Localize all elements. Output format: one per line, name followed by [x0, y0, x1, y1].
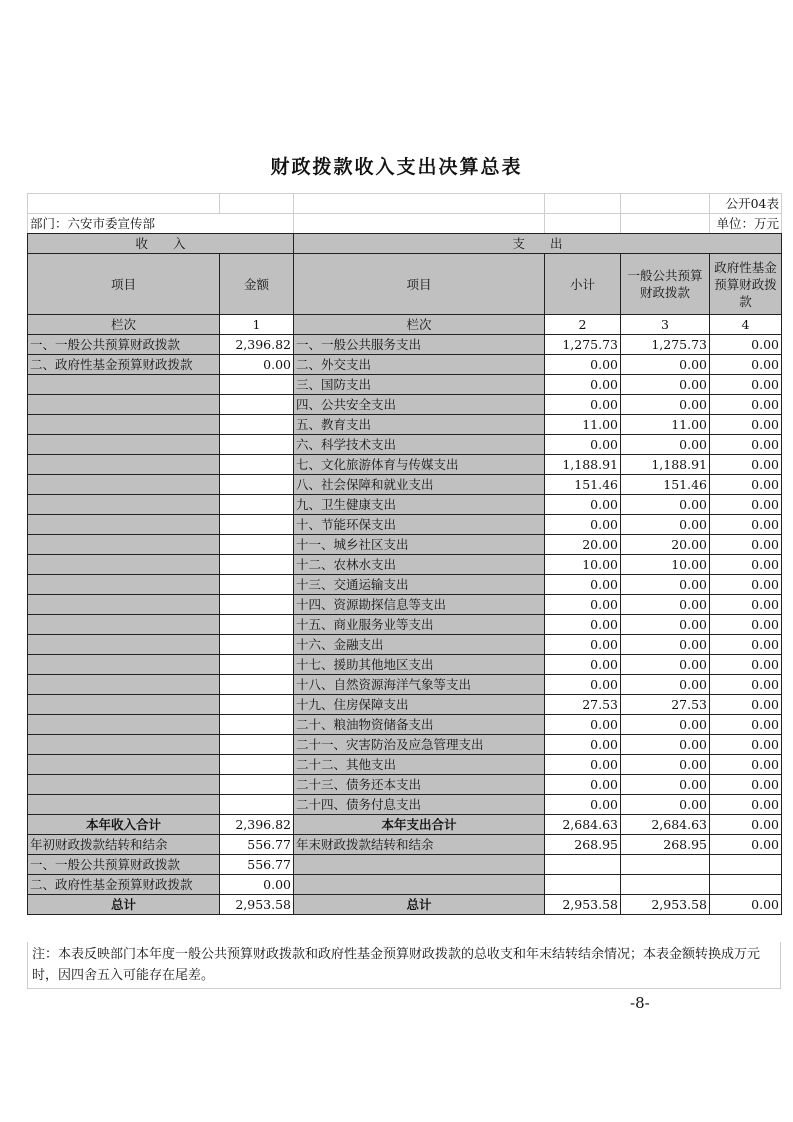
table-row: [28, 635, 782, 655]
expense-fund: 0.00: [710, 515, 782, 535]
income-amount: [220, 575, 294, 595]
expense-general: 0.00: [621, 655, 710, 675]
expense-general: 0.00: [621, 735, 710, 755]
expense-general: 0.00: [621, 715, 710, 735]
expense-general: 20.00: [621, 535, 710, 555]
table-row: [28, 355, 782, 375]
income-item: 一、一般公共预算财政拨款: [28, 335, 220, 355]
expense-item: 十、节能环保支出: [294, 515, 545, 535]
table-code: 公开04表: [710, 194, 782, 214]
end-balance-label: 年末财政拨款结转和结余: [294, 835, 545, 855]
table-row: [28, 395, 782, 415]
expense-subtotal: 11.00: [545, 415, 621, 435]
expense-item: 九、卫生健康支出: [294, 495, 545, 515]
expense-fund: 0.00: [710, 735, 782, 755]
blank-cell: [294, 875, 545, 895]
expense-subtotal: 0.00: [545, 755, 621, 775]
expense-section-header: 支 出: [294, 234, 782, 254]
income-item: [28, 495, 220, 515]
income-amount: [220, 375, 294, 395]
table-row: [28, 555, 782, 575]
expense-item: 二十一、灾害防治及应急管理支出: [294, 735, 545, 755]
expense-fund: 0.00: [710, 715, 782, 735]
expense-subtotal: 0.00: [545, 395, 621, 415]
expense-item: 二十、粮油物资储备支出: [294, 715, 545, 735]
expense-fund: 0.00: [710, 535, 782, 555]
expense-item: 二十四、债务付息支出: [294, 795, 545, 815]
expense-fund: 0.00: [710, 695, 782, 715]
expense-item: 六、科学技术支出: [294, 435, 545, 455]
blank-cell: [710, 875, 782, 895]
table-row: [28, 435, 782, 455]
subtotal-header: 小计: [545, 254, 621, 315]
expense-general: 0.00: [621, 395, 710, 415]
income-amount: [220, 775, 294, 795]
income-item: [28, 615, 220, 635]
blank-cell: [621, 194, 710, 214]
blank-cell: [294, 855, 545, 875]
blank-cell: [294, 194, 545, 214]
table-row: [28, 675, 782, 695]
income-amount: [220, 455, 294, 475]
expense-fund: 0.00: [710, 395, 782, 415]
blank-cell: [294, 214, 545, 234]
expense-subtotal: 0.00: [545, 575, 621, 595]
column-index-label: 栏次: [294, 315, 545, 335]
blank-cell: [621, 855, 710, 875]
expense-fund: 0.00: [710, 675, 782, 695]
income-amount: [220, 415, 294, 435]
expense-item: 十二、农林水支出: [294, 555, 545, 575]
expense-item: 八、社会保障和就业支出: [294, 475, 545, 495]
income-item: [28, 555, 220, 575]
income-amount: [220, 515, 294, 535]
income-item: [28, 395, 220, 415]
expense-subtotal: 1,188.91: [545, 455, 621, 475]
expense-subtotal: 0.00: [545, 715, 621, 735]
gov-fund-header: 政府性基金预算财政拨款: [710, 254, 782, 315]
expense-item: 十八、自然资源海洋气象等支出: [294, 675, 545, 695]
page-title: 财政拨款收入支出决算总表: [270, 156, 523, 178]
expense-subtotal: 0.00: [545, 595, 621, 615]
income-amount: [220, 595, 294, 615]
income-item: 二、政府性基金预算财政拨款: [28, 355, 220, 375]
expense-item: 十六、金融支出: [294, 635, 545, 655]
income-amount: [220, 495, 294, 515]
income-item: [28, 655, 220, 675]
expense-item: 四、公共安全支出: [294, 395, 545, 415]
expense-general: 151.46: [621, 475, 710, 495]
income-amount: [220, 635, 294, 655]
table-row: [28, 475, 782, 495]
expense-item: 一、一般公共服务支出: [294, 335, 545, 355]
expense-item: 二十三、债务还本支出: [294, 775, 545, 795]
column-index-3: 3: [621, 315, 710, 335]
expense-fund: 0.00: [710, 355, 782, 375]
page-number: -8-: [630, 994, 650, 1012]
expense-subtotal: 0.00: [545, 655, 621, 675]
expense-total-general: 2,684.63: [621, 815, 710, 835]
expense-general: 0.00: [621, 615, 710, 635]
expense-item: 三、国防支出: [294, 375, 545, 395]
expense-fund: 0.00: [710, 495, 782, 515]
expense-subtotal: 0.00: [545, 615, 621, 635]
expense-fund: 0.00: [710, 455, 782, 475]
blank-cell: [545, 855, 621, 875]
expense-general: 27.53: [621, 695, 710, 715]
expense-fund: 0.00: [710, 795, 782, 815]
income-item: [28, 775, 220, 795]
blank-cell: [621, 214, 710, 234]
expense-fund: 0.00: [710, 615, 782, 635]
grand-total-income-value: 2,953.58: [220, 895, 294, 915]
table-row: [28, 535, 782, 555]
begin-balance-label: 年初财政拨款结转和结余: [28, 835, 220, 855]
table-row: [28, 335, 782, 355]
table-row: [28, 575, 782, 595]
expense-general: 0.00: [621, 775, 710, 795]
income-amount: [220, 395, 294, 415]
income-amount: [220, 715, 294, 735]
expense-fund: 0.00: [710, 775, 782, 795]
expense-fund: 0.00: [710, 595, 782, 615]
expense-subtotal: 0.00: [545, 355, 621, 375]
expense-subtotal: 1,275.73: [545, 335, 621, 355]
income-item: [28, 695, 220, 715]
grand-total-fund: 0.00: [710, 895, 782, 915]
expense-general: 0.00: [621, 795, 710, 815]
expense-total-label: 本年支出合计: [294, 815, 545, 835]
income-amount: [220, 735, 294, 755]
income-amount: [220, 795, 294, 815]
income-item: [28, 455, 220, 475]
begin-balance-value: 556.77: [220, 835, 294, 855]
grand-total-expense-label: 总计: [294, 895, 545, 915]
income-item: [28, 675, 220, 695]
expense-fund: 0.00: [710, 755, 782, 775]
expense-general: 11.00: [621, 415, 710, 435]
expense-item: 十九、住房保障支出: [294, 695, 545, 715]
department-label: 部门：六安市委宣传部: [28, 214, 294, 234]
expense-fund: 0.00: [710, 575, 782, 595]
table-row: [28, 755, 782, 775]
expense-item: 五、教育支出: [294, 415, 545, 435]
expense-subtotal: 0.00: [545, 635, 621, 655]
income-amount: [220, 675, 294, 695]
expense-subtotal: 0.00: [545, 375, 621, 395]
expense-total-subtotal: 2,684.63: [545, 815, 621, 835]
end-balance-subtotal: 268.95: [545, 835, 621, 855]
expense-item-header: 项目: [294, 254, 545, 315]
expense-general: 10.00: [621, 555, 710, 575]
expense-general: 1,188.91: [621, 455, 710, 475]
expense-fund: 0.00: [710, 555, 782, 575]
end-balance-general: 268.95: [621, 835, 710, 855]
column-index-label: 栏次: [28, 315, 220, 335]
income-amount: [220, 615, 294, 635]
expense-subtotal: 27.53: [545, 695, 621, 715]
expense-fund: 0.00: [710, 415, 782, 435]
income-item: [28, 635, 220, 655]
income-amount: [220, 755, 294, 775]
end-balance-fund: 0.00: [710, 835, 782, 855]
expense-item: 十七、援助其他地区支出: [294, 655, 545, 675]
expense-general: 1,275.73: [621, 335, 710, 355]
table-row: [28, 375, 782, 395]
expense-item: 二十二、其他支出: [294, 755, 545, 775]
blank-cell: [220, 194, 294, 214]
table-row: [28, 615, 782, 635]
expense-general: 0.00: [621, 515, 710, 535]
expense-item: 十三、交通运输支出: [294, 575, 545, 595]
income-item: [28, 755, 220, 775]
income-amount: [220, 475, 294, 495]
blank-cell: [621, 875, 710, 895]
table-row: [28, 795, 782, 815]
income-item-header: 项目: [28, 254, 220, 315]
income-item: [28, 515, 220, 535]
income-item: [28, 375, 220, 395]
expense-subtotal: 0.00: [545, 515, 621, 535]
begin-general-label: 一、一般公共预算财政拨款: [28, 855, 220, 875]
expense-item: 二、外交支出: [294, 355, 545, 375]
begin-general-value: 556.77: [220, 855, 294, 875]
expense-general: 0.00: [621, 595, 710, 615]
expense-subtotal: 0.00: [545, 495, 621, 515]
income-amount: [220, 655, 294, 675]
table-row: [28, 595, 782, 615]
income-item: [28, 475, 220, 495]
expense-general: 0.00: [621, 575, 710, 595]
expense-general: 0.00: [621, 355, 710, 375]
blank-cell: [545, 214, 621, 234]
begin-fund-label: 二、政府性基金预算财政拨款: [28, 875, 220, 895]
expense-item: 七、文化旅游体育与传媒支出: [294, 455, 545, 475]
grand-total-general: 2,953.58: [621, 895, 710, 915]
expense-fund: 0.00: [710, 635, 782, 655]
expense-subtotal: 151.46: [545, 475, 621, 495]
begin-fund-value: 0.00: [220, 875, 294, 895]
expense-subtotal: 10.00: [545, 555, 621, 575]
expense-fund: 0.00: [710, 335, 782, 355]
expense-general: 0.00: [621, 755, 710, 775]
expense-subtotal: 0.00: [545, 735, 621, 755]
income-amount: 2,396.82: [220, 335, 294, 355]
expense-subtotal: 0.00: [545, 675, 621, 695]
blank-cell: [545, 194, 621, 214]
income-amount: 0.00: [220, 355, 294, 375]
expense-fund: 0.00: [710, 435, 782, 455]
column-index-2: 2: [545, 315, 621, 335]
unit-label: 单位：万元: [710, 214, 782, 234]
expense-general: 0.00: [621, 675, 710, 695]
table-row: [28, 715, 782, 735]
expense-subtotal: 20.00: [545, 535, 621, 555]
table-row: [28, 455, 782, 475]
income-item: [28, 575, 220, 595]
income-item: [28, 735, 220, 755]
income-amount: [220, 555, 294, 575]
income-amount: [220, 535, 294, 555]
column-index-1: 1: [220, 315, 294, 335]
income-section-header: 收 入: [28, 234, 294, 254]
income-item: [28, 795, 220, 815]
fiscal-summary-table: [27, 193, 782, 915]
expense-item: 十四、资源勘探信息等支出: [294, 595, 545, 615]
expense-subtotal: 0.00: [545, 775, 621, 795]
expense-subtotal: 0.00: [545, 435, 621, 455]
expense-total-fund: 0.00: [710, 815, 782, 835]
expense-general: 0.00: [621, 635, 710, 655]
income-total-value: 2,396.82: [220, 815, 294, 835]
grand-total-subtotal: 2,953.58: [545, 895, 621, 915]
expense-item: 十五、商业服务业等支出: [294, 615, 545, 635]
table-row: [28, 415, 782, 435]
expense-subtotal: 0.00: [545, 795, 621, 815]
income-total-label: 本年收入合计: [28, 815, 220, 835]
income-item: [28, 435, 220, 455]
expense-general: 0.00: [621, 495, 710, 515]
expense-fund: 0.00: [710, 475, 782, 495]
footnote: 注：本表反映部门本年度一般公共预算财政拨款和政府性基金预算财政拨款的总收支和年末结转结余情况；本表金额转换成万元时，因四舍五入可能存在尾差。: [27, 942, 781, 989]
grand-total-income-label: 总计: [28, 895, 220, 915]
table-row: [28, 655, 782, 675]
blank-cell: [710, 855, 782, 875]
income-item: [28, 535, 220, 555]
expense-item: 十一、城乡社区支出: [294, 535, 545, 555]
table-row: [28, 735, 782, 755]
table-row: [28, 695, 782, 715]
expense-general: 0.00: [621, 435, 710, 455]
table-row: [28, 495, 782, 515]
table-row: [28, 775, 782, 795]
income-item: [28, 415, 220, 435]
table-row: [28, 515, 782, 535]
income-item: [28, 715, 220, 735]
income-item: [28, 595, 220, 615]
blank-cell: [28, 194, 220, 214]
expense-fund: 0.00: [710, 655, 782, 675]
expense-general: 0.00: [621, 375, 710, 395]
income-amount: [220, 435, 294, 455]
general-budget-header: 一般公共预算财政拨款: [621, 254, 710, 315]
income-amount: [220, 695, 294, 715]
amount-header: 金额: [220, 254, 294, 315]
blank-cell: [545, 875, 621, 895]
expense-fund: 0.00: [710, 375, 782, 395]
column-index-4: 4: [710, 315, 782, 335]
